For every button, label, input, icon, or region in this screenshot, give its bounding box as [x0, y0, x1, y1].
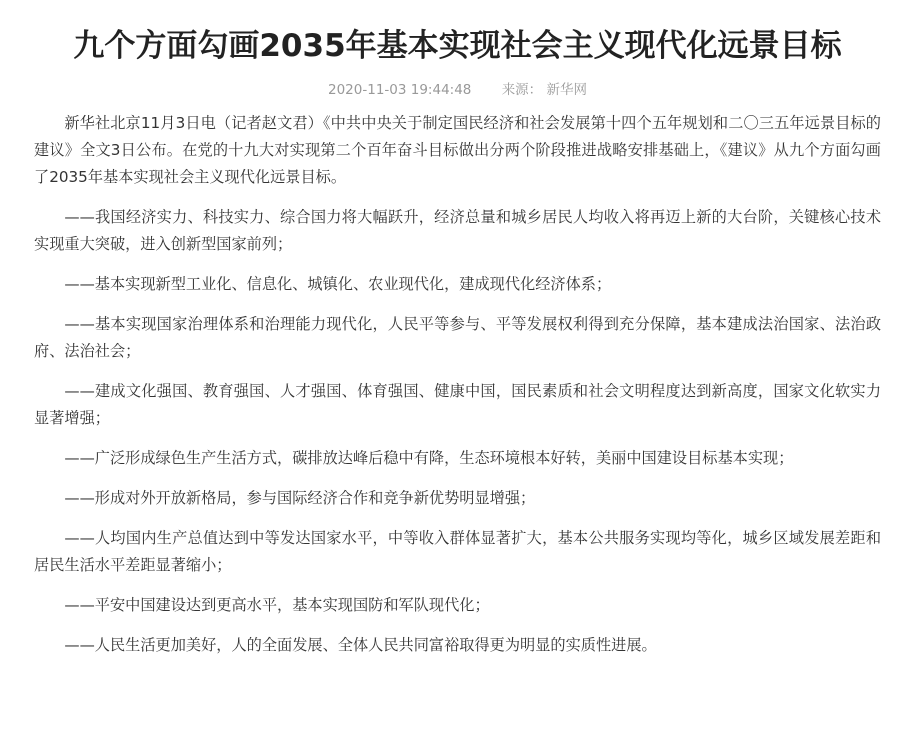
article-meta	[34, 80, 881, 100]
paragraph-goal-economy: ——我国经济实力、科技实力、综合国力将大幅跃升，经济总量和城乡居民人均收入将再迈上新的大台阶，关键核心技术实现重大突破，进入创新型国家前列；	[34, 208, 881, 253]
paragraph-lead: 新华社北京11月3日电（记者赵文君）《中共中央关于制定国民经济和社会发展第十四个五年规划和二〇三五年远景目标的建议》全文3日公布。在党的十九大对实现第二个百年奋斗目标做出分两个阶段推进战略安排基础上，《建议》从九个方面勾画了2035年基本实现社会主义现代化远景目标。	[34, 114, 881, 186]
paragraph-goal-livelihood: ——人民生活更加美好，人的全面发展、全体人民共同富裕取得更为明显的实质性进展。	[64, 636, 657, 654]
paragraph-goal-industrialization: ——基本实现新型工业化、信息化、城镇化、农业现代化，建成现代化经济体系；	[64, 275, 612, 293]
source-name: 新华网	[546, 82, 587, 98]
paragraph-goal-opening-up: ——形成对外开放新格局，参与国际经济合作和竞争新优势明显增强；	[64, 489, 536, 507]
article-title: 九个方面勾画2035年基本实现社会主义现代化远景目标	[73, 28, 842, 64]
source-label: 来源：	[501, 82, 543, 98]
paragraph-goal-ecology: ——广泛形成绿色生产生活方式，碳排放达峰后稳中有降，生态环境根本好转，美丽中国建设目标基本实现；	[64, 449, 794, 467]
publish-date: 2020-11-03 19:44:48	[328, 82, 472, 98]
paragraph-goal-culture: ——建成文化强国、教育强国、人才强国、体育强国、健康中国，国民素质和社会文明程度达到新高度，国家文化软实力显著增强；	[34, 382, 881, 427]
paragraph-goal-security: ——平安中国建设达到更高水平，基本实现国防和军队现代化；	[64, 596, 490, 614]
article-body	[34, 110, 881, 659]
paragraph-goal-governance: ——基本实现国家治理体系和治理能力现代化，人民平等参与、平等发展权利得到充分保障，基本建成法治国家、法治政府、法治社会；	[34, 315, 881, 360]
paragraph-goal-income: ——人均国内生产总值达到中等发达国家水平，中等收入群体显著扩大，基本公共服务实现均等化，城乡区域发展差距和居民生活水平差距显著缩小；	[34, 529, 881, 574]
